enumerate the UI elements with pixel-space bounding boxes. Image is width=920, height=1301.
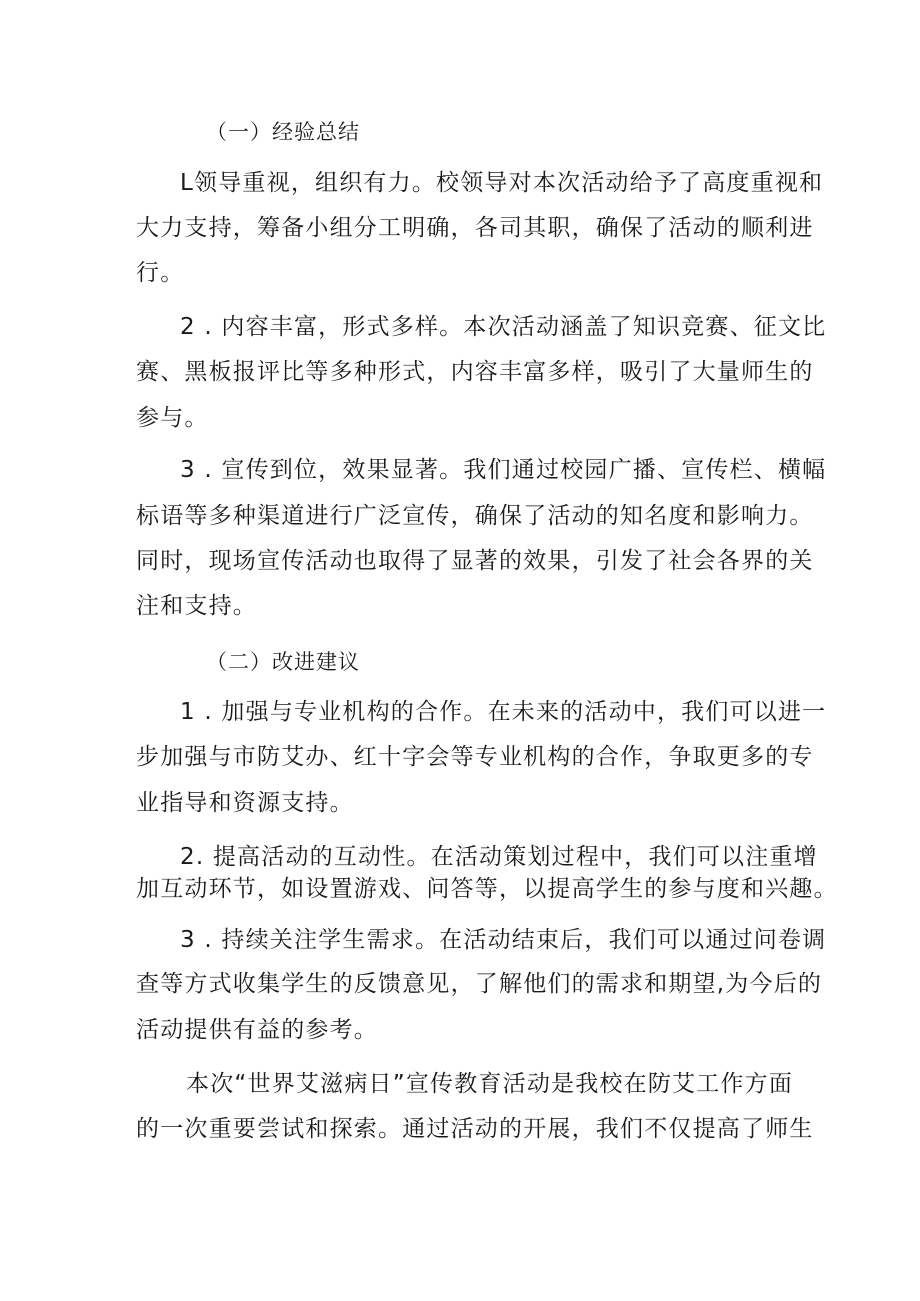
paragraph-line: 1 . 加强与专业机构的合作。在未来的活动中，我们可以进一 bbox=[180, 699, 827, 725]
paragraph-line: 业指导和资源支持。 bbox=[136, 790, 354, 816]
section-heading-experience: （一）经验总结 bbox=[206, 120, 360, 144]
paragraph-line: 的一次重要尝试和探索。通过活动的开展，我们不仅提高了师生 bbox=[136, 1116, 814, 1142]
paragraph-line: 注和支持。 bbox=[136, 593, 257, 619]
paragraph-line: 行。 bbox=[136, 260, 185, 286]
paragraph-line: 2. 提高活动的互动性。在活动策划过程中，我们可以注重增 bbox=[180, 844, 818, 870]
paragraph-line: 同时，现场宣传活动也取得了显著的效果，引发了社会各界的关 bbox=[136, 548, 814, 574]
paragraph-line: 标语等多种渠道进行广泛宣传，确保了活动的知名度和影响力。 bbox=[136, 503, 814, 529]
paragraph-line: 加互动环节，如设置游戏、问答等，以提高学生的参与度和兴趣。 bbox=[136, 876, 838, 902]
paragraph-line: 2 . 内容丰富，形式多样。本次活动涵盖了知识竞赛、征文比 bbox=[180, 314, 827, 340]
paragraph-line: 参与。 bbox=[136, 405, 209, 431]
paragraph-line: 本次“世界艾滋病日”宣传教育活动是我校在防艾工作方面 bbox=[186, 1071, 794, 1097]
paragraph-line: 步加强与市防艾办、红十字会等专业机构的合作，争取更多的专 bbox=[136, 744, 814, 770]
paragraph-line: 3 . 持续关注学生需求。在活动结束后，我们可以通过问卷调 bbox=[180, 927, 827, 953]
paragraph-line: 赛、黑板报评比等多种形式，内容丰富多样，吸引了大量师生的 bbox=[136, 359, 814, 385]
paragraph-line: 3 . 宣传到位，效果显著。我们通过校园广播、宣传栏、横幅 bbox=[180, 457, 827, 483]
paragraph-line: 活动提供有益的参考。 bbox=[136, 1017, 378, 1043]
paragraph-line: L领导重视，组织有力。校领导对本次活动给予了高度重视和 bbox=[180, 170, 824, 196]
paragraph-line: 大力支持，筹备小组分工明确，各司其职，确保了活动的顺利进 bbox=[136, 215, 814, 241]
section-heading-suggestions: （二）改进建议 bbox=[206, 650, 360, 674]
paragraph-line: 查等方式收集学生的反馈意见，了解他们的需求和期望,为今后的 bbox=[136, 971, 823, 997]
